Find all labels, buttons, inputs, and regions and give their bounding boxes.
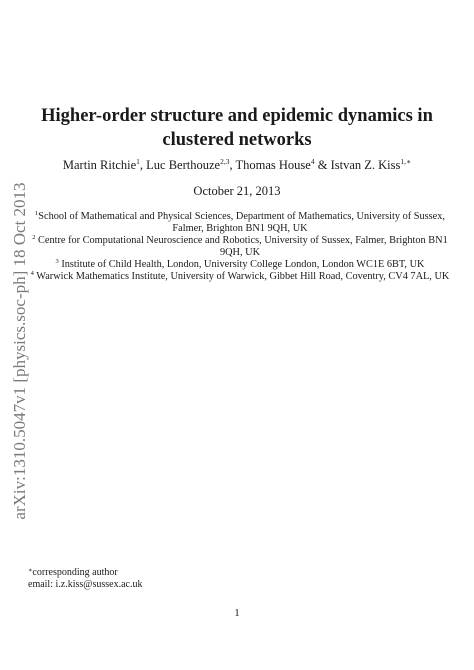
affiliation-text: School of Mathematical and Physical Sciences, Department of Mathematics, University of Sussex, — [38, 211, 445, 222]
footnote-line — [28, 567, 142, 579]
author-name: Luc Berthouze — [146, 158, 221, 172]
author-list — [40, 157, 434, 173]
affiliation-item — [28, 259, 452, 271]
author-name: Thomas House — [235, 158, 311, 172]
affiliation-item — [28, 271, 452, 283]
author-affiliation-mark: 1 — [136, 157, 140, 166]
title-line-2: clustered networks — [162, 130, 312, 150]
affiliation-mark: 2 — [32, 234, 36, 241]
author-separator: , — [229, 158, 236, 172]
footnote-line — [28, 579, 142, 591]
footnote-mark: ∗ — [28, 567, 33, 574]
author-separator: , — [139, 158, 147, 172]
author-affiliation-mark: 1,∗ — [400, 157, 412, 166]
author-separator: & — [314, 158, 331, 172]
author-name: Martin Ritchie — [62, 158, 137, 172]
affiliation-list — [28, 211, 452, 283]
affiliation-line: 9QH, UK — [219, 247, 261, 258]
affiliation-item — [28, 211, 452, 235]
arxiv-stamp: arXiv:1310.5047v1 [physics.soc-ph] 18 Oct 2013 — [10, 182, 29, 520]
affiliation-mark: 1 — [35, 210, 39, 217]
email-address: i.z.kiss@sussex.ac.uk — [55, 579, 143, 590]
affiliation-line — [28, 271, 452, 283]
footnote-text: corresponding author — [32, 567, 118, 578]
affiliation-line — [28, 235, 452, 247]
paper-date: October 21, 2013 — [193, 184, 281, 198]
paper-title — [20, 104, 454, 152]
email-label: email: — [28, 579, 56, 590]
author-name: Istvan Z. Kiss — [330, 158, 401, 172]
corresponding-author-footnote — [28, 567, 142, 591]
affiliation-line: Falmer, Brighton BN1 9QH, UK — [172, 223, 308, 234]
affiliation-mark: 4 — [30, 270, 34, 277]
affiliation-mark: 3 — [55, 258, 59, 265]
affiliation-text: Institute of Child Health, London, University College London, London WC1E 6BT, UK — [58, 259, 425, 270]
affiliation-text: Warwick Mathematics Institute, University of Warwick, Gibbet Hill Road, Coventry, CV4 7AL, UK — [33, 271, 450, 282]
author-affiliation-mark: 4 — [310, 157, 315, 166]
author-affiliation-mark: 2,3 — [220, 157, 230, 166]
affiliation-line — [28, 211, 452, 223]
title-line-1: Higher-order structure and epidemic dynamics in — [41, 106, 433, 126]
page-number: 1 — [234, 607, 240, 619]
affiliation-item — [28, 235, 452, 259]
affiliation-text: Centre for Computational Neuroscience and Robotics, University of Sussex, Falmer, Brighton BN1 — [35, 235, 448, 246]
affiliation-line — [28, 259, 452, 271]
